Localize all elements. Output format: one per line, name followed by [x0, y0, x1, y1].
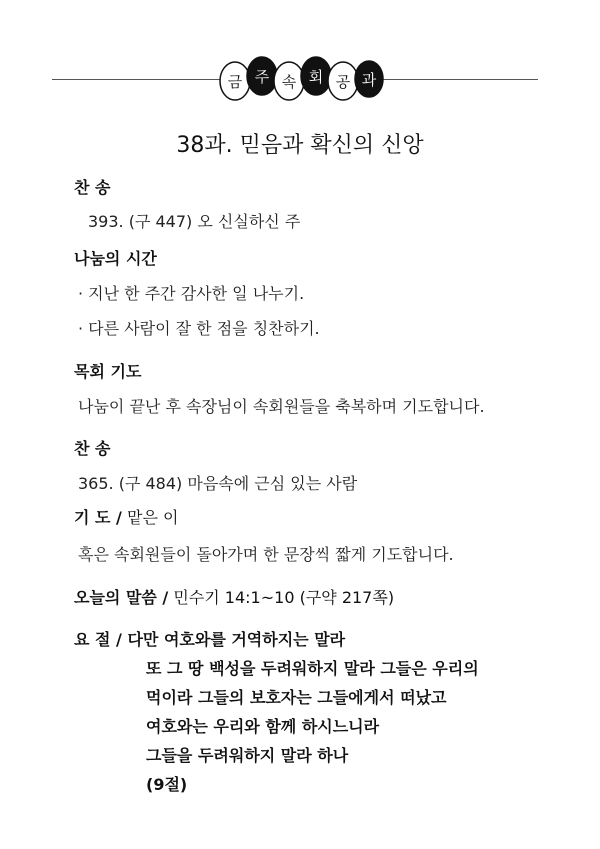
banner-char-6: 과 [361, 71, 377, 89]
prayer-heading-label: 기 도 / [74, 508, 122, 527]
scripture-reference: 민수기 14:1~10 (구약 217쪽) [168, 588, 395, 607]
key-verse-label: 요 절 / [74, 630, 122, 649]
lesson-title: 38과. 믿음과 확신의 신앙 [176, 133, 424, 158]
banner-char-5: 공 [335, 73, 351, 91]
key-verse-heading [74, 627, 345, 650]
key-verse-line-1: 또 그 땅 백성을 두려워하지 말라 그들은 우리의 [146, 659, 479, 678]
weekly-lesson-banner [219, 55, 384, 103]
prayer-text: 혹은 속회원들이 돌아가며 한 문장씩 짧게 기도합니다. [78, 545, 454, 564]
pastoral-prayer-text: 나눔이 끝난 후 속장님이 속회원들을 축복하며 기도합니다. [78, 397, 485, 416]
word-heading [74, 585, 394, 608]
banner-char-4: 회 [308, 68, 324, 86]
sharing-item-1: · 지난 한 주간 감사한 일 나누기. [78, 284, 305, 303]
word-heading-label: 오늘의 말씀 / [74, 588, 169, 607]
prayer-heading [74, 505, 178, 528]
hymn2-text: 365. (구 484) 마음속에 근심 있는 사람 [78, 474, 358, 493]
banner-char-3: 속 [281, 73, 297, 91]
header-rule-right [378, 79, 538, 80]
prayer-leader: 맡은 이 [121, 508, 179, 527]
key-verse-citation: (9절) [146, 775, 188, 794]
header-rule-left [52, 79, 222, 80]
key-verse-line-3: 여호와는 우리와 함께 하시느니라 [146, 717, 380, 736]
hymn1-text: 393. (구 447) 오 신실하신 주 [88, 212, 301, 231]
key-verse-line-2: 먹이라 그들의 보호자는 그들에게서 떠났고 [146, 688, 447, 707]
sharing-item-2: · 다른 사람이 잘 한 점을 칭찬하기. [78, 319, 320, 338]
key-verse-line-4: 그들을 두려워하지 말라 하나 [146, 746, 349, 765]
hymn2-heading: 찬 송 [74, 439, 111, 458]
banner-char-2: 주 [254, 68, 270, 86]
hymn1-heading: 찬 송 [74, 178, 111, 197]
banner-char-1: 금 [227, 73, 243, 91]
key-verse-line-0: 다만 여호와를 거역하지는 말라 [121, 630, 346, 649]
sharing-heading: 나눔의 시간 [74, 249, 157, 268]
pastoral-prayer-heading: 목회 기도 [74, 362, 142, 381]
